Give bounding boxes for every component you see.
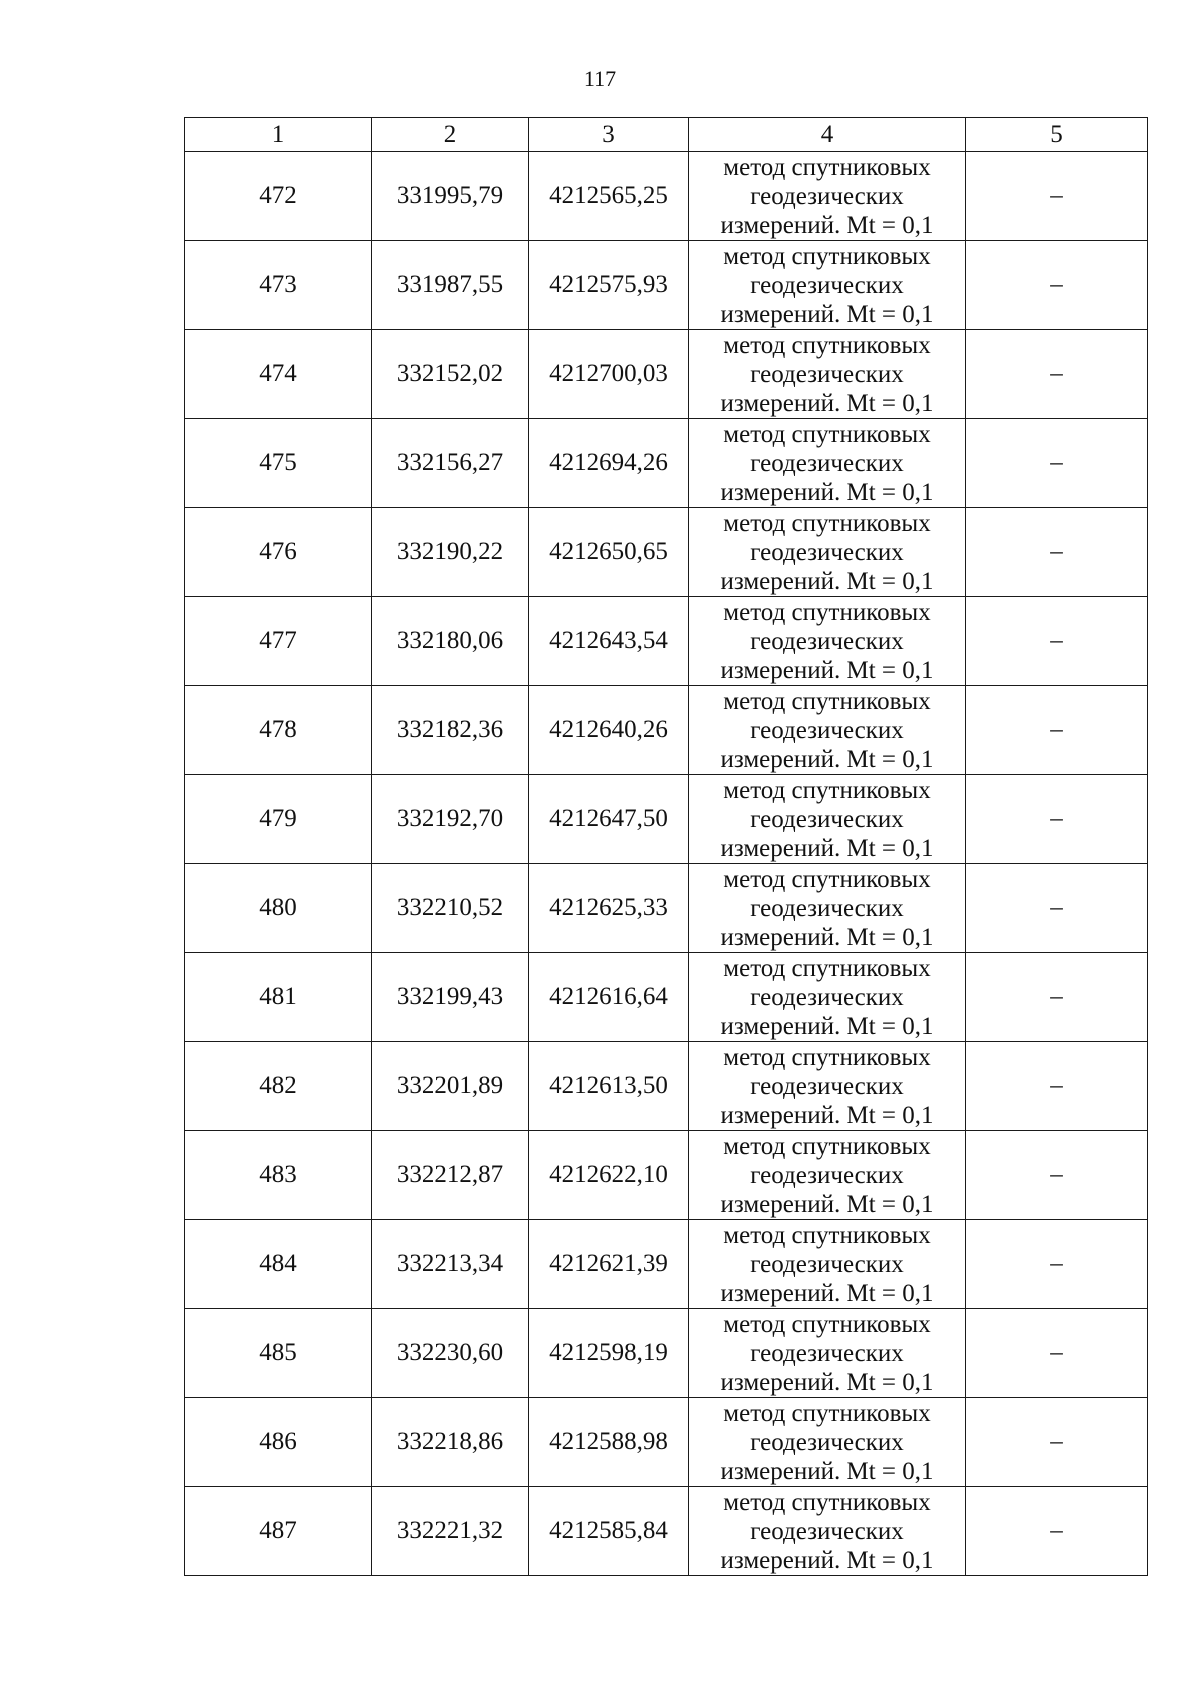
y-coordinate-cell: 4212565,25 [529, 152, 689, 241]
description-dash-cell: – [966, 508, 1148, 597]
x-coordinate-cell: 332180,06 [372, 597, 529, 686]
point-number-cell: 480 [185, 864, 372, 953]
method-cell [689, 1398, 966, 1487]
method-line-1: метод спутниковых [723, 1132, 931, 1160]
x-coordinate-cell: 332152,02 [372, 330, 529, 419]
method-line-1: метод спутниковых [723, 1488, 931, 1516]
method-line-3: измерений. Mt = 0,1 [720, 211, 934, 239]
coordinates-table [184, 117, 1148, 1576]
method-line-2: геодезических [750, 1339, 904, 1367]
method-line-2: геодезических [750, 1072, 904, 1100]
method-line-3: измерений. Mt = 0,1 [720, 1101, 934, 1129]
x-coordinate-cell: 332213,34 [372, 1220, 529, 1309]
column-header-1: 1 [185, 118, 372, 152]
description-dash-cell: – [966, 686, 1148, 775]
x-coordinate-cell: 332192,70 [372, 775, 529, 864]
y-coordinate-cell: 4212650,65 [529, 508, 689, 597]
y-coordinate-cell: 4212598,19 [529, 1309, 689, 1398]
point-number-cell: 476 [185, 508, 372, 597]
method-line-1: метод спутниковых [723, 509, 931, 537]
description-dash-cell: – [966, 419, 1148, 508]
x-coordinate-cell: 332221,32 [372, 1487, 529, 1576]
method-cell [689, 775, 966, 864]
y-coordinate-cell: 4212694,26 [529, 419, 689, 508]
method-cell [689, 1487, 966, 1576]
method-cell [689, 1220, 966, 1309]
description-dash-cell: – [966, 330, 1148, 419]
table-row [185, 1487, 1148, 1576]
y-coordinate-cell: 4212643,54 [529, 597, 689, 686]
method-line-2: геодезических [750, 271, 904, 299]
method-line-1: метод спутниковых [723, 865, 931, 893]
y-coordinate-cell: 4212647,50 [529, 775, 689, 864]
table-row [185, 330, 1148, 419]
x-coordinate-cell: 332156,27 [372, 419, 529, 508]
method-line-1: метод спутниковых [723, 1043, 931, 1071]
y-coordinate-cell: 4212588,98 [529, 1398, 689, 1487]
method-line-3: измерений. Mt = 0,1 [720, 1457, 934, 1485]
y-coordinate-cell: 4212625,33 [529, 864, 689, 953]
method-line-1: метод спутниковых [723, 331, 931, 359]
y-coordinate-cell: 4212575,93 [529, 241, 689, 330]
table-header-row [185, 118, 1148, 152]
point-number-cell: 486 [185, 1398, 372, 1487]
method-cell [689, 864, 966, 953]
point-number-cell: 483 [185, 1131, 372, 1220]
column-header-3: 3 [529, 118, 689, 152]
description-dash-cell: – [966, 1042, 1148, 1131]
description-dash-cell: – [966, 241, 1148, 330]
table-row [185, 1131, 1148, 1220]
method-line-2: геодезических [750, 449, 904, 477]
x-coordinate-cell: 332210,52 [372, 864, 529, 953]
x-coordinate-cell: 331987,55 [372, 241, 529, 330]
method-line-2: геодезических [750, 1428, 904, 1456]
method-cell [689, 953, 966, 1042]
page-number: 117 [583, 66, 617, 91]
description-dash-cell: – [966, 775, 1148, 864]
x-coordinate-cell: 331995,79 [372, 152, 529, 241]
method-line-3: измерений. Mt = 0,1 [720, 656, 934, 684]
method-cell [689, 1042, 966, 1131]
description-dash-cell: – [966, 864, 1148, 953]
method-line-2: геодезических [750, 627, 904, 655]
method-line-3: измерений. Mt = 0,1 [720, 923, 934, 951]
method-line-3: измерений. Mt = 0,1 [720, 389, 934, 417]
method-line-3: измерений. Mt = 0,1 [720, 1279, 934, 1307]
method-line-3: измерений. Mt = 0,1 [720, 567, 934, 595]
y-coordinate-cell: 4212640,26 [529, 686, 689, 775]
method-cell [689, 241, 966, 330]
table-row [185, 775, 1148, 864]
table-row [185, 152, 1148, 241]
x-coordinate-cell: 332201,89 [372, 1042, 529, 1131]
x-coordinate-cell: 332212,87 [372, 1131, 529, 1220]
method-line-1: метод спутниковых [723, 242, 931, 270]
column-header-5: 5 [966, 118, 1148, 152]
method-line-2: геодезических [750, 360, 904, 388]
method-cell [689, 1309, 966, 1398]
table-row [185, 686, 1148, 775]
y-coordinate-cell: 4212621,39 [529, 1220, 689, 1309]
point-number-cell: 473 [185, 241, 372, 330]
y-coordinate-cell: 4212585,84 [529, 1487, 689, 1576]
table-row [185, 1398, 1148, 1487]
description-dash-cell: – [966, 1487, 1148, 1576]
description-dash-cell: – [966, 1398, 1148, 1487]
point-number-cell: 482 [185, 1042, 372, 1131]
table-row [185, 1042, 1148, 1131]
table-row [185, 953, 1148, 1042]
x-coordinate-cell: 332182,36 [372, 686, 529, 775]
method-line-1: метод спутниковых [723, 420, 931, 448]
point-number-cell: 484 [185, 1220, 372, 1309]
point-number-cell: 479 [185, 775, 372, 864]
point-number-cell: 487 [185, 1487, 372, 1576]
method-line-2: геодезических [750, 1517, 904, 1545]
x-coordinate-cell: 332218,86 [372, 1398, 529, 1487]
method-cell [689, 686, 966, 775]
method-line-2: геодезических [750, 894, 904, 922]
description-dash-cell: – [966, 1309, 1148, 1398]
method-line-3: измерений. Mt = 0,1 [720, 834, 934, 862]
method-line-1: метод спутниковых [723, 1310, 931, 1338]
method-line-1: метод спутниковых [723, 153, 931, 181]
y-coordinate-cell: 4212613,50 [529, 1042, 689, 1131]
description-dash-cell: – [966, 597, 1148, 686]
method-line-3: измерений. Mt = 0,1 [720, 1368, 934, 1396]
table-row [185, 241, 1148, 330]
table-row [185, 1309, 1148, 1398]
description-dash-cell: – [966, 1131, 1148, 1220]
point-number-cell: 481 [185, 953, 372, 1042]
point-number-cell: 478 [185, 686, 372, 775]
table-row [185, 597, 1148, 686]
table-row [185, 419, 1148, 508]
description-dash-cell: – [966, 152, 1148, 241]
method-line-2: геодезических [750, 538, 904, 566]
table-row [185, 1220, 1148, 1309]
method-line-1: метод спутниковых [723, 687, 931, 715]
point-number-cell: 472 [185, 152, 372, 241]
method-line-1: метод спутниковых [723, 598, 931, 626]
method-line-2: геодезических [750, 983, 904, 1011]
x-coordinate-cell: 332190,22 [372, 508, 529, 597]
x-coordinate-cell: 332230,60 [372, 1309, 529, 1398]
method-cell [689, 508, 966, 597]
method-line-2: геодезических [750, 716, 904, 744]
point-number-cell: 474 [185, 330, 372, 419]
method-line-3: измерений. Mt = 0,1 [720, 300, 934, 328]
point-number-cell: 485 [185, 1309, 372, 1398]
method-cell [689, 1131, 966, 1220]
method-cell [689, 419, 966, 508]
method-line-2: геодезических [750, 1161, 904, 1189]
method-line-1: метод спутниковых [723, 776, 931, 804]
method-line-1: метод спутниковых [723, 954, 931, 982]
point-number-cell: 477 [185, 597, 372, 686]
y-coordinate-cell: 4212622,10 [529, 1131, 689, 1220]
method-line-3: измерений. Mt = 0,1 [720, 745, 934, 773]
method-cell [689, 152, 966, 241]
y-coordinate-cell: 4212700,03 [529, 330, 689, 419]
method-line-1: метод спутниковых [723, 1221, 931, 1249]
method-line-3: измерений. Mt = 0,1 [720, 478, 934, 506]
description-dash-cell: – [966, 953, 1148, 1042]
column-header-2: 2 [372, 118, 529, 152]
table-row [185, 864, 1148, 953]
method-cell [689, 330, 966, 419]
method-line-2: геодезических [750, 182, 904, 210]
table-body [185, 152, 1148, 1576]
method-line-3: измерений. Mt = 0,1 [720, 1190, 934, 1218]
column-header-4: 4 [689, 118, 966, 152]
method-line-2: геодезических [750, 805, 904, 833]
method-line-1: метод спутниковых [723, 1399, 931, 1427]
x-coordinate-cell: 332199,43 [372, 953, 529, 1042]
y-coordinate-cell: 4212616,64 [529, 953, 689, 1042]
method-line-2: геодезических [750, 1250, 904, 1278]
method-cell [689, 597, 966, 686]
method-line-3: измерений. Mt = 0,1 [720, 1012, 934, 1040]
point-number-cell: 475 [185, 419, 372, 508]
description-dash-cell: – [966, 1220, 1148, 1309]
table-row [185, 508, 1148, 597]
method-line-3: измерений. Mt = 0,1 [720, 1546, 934, 1574]
